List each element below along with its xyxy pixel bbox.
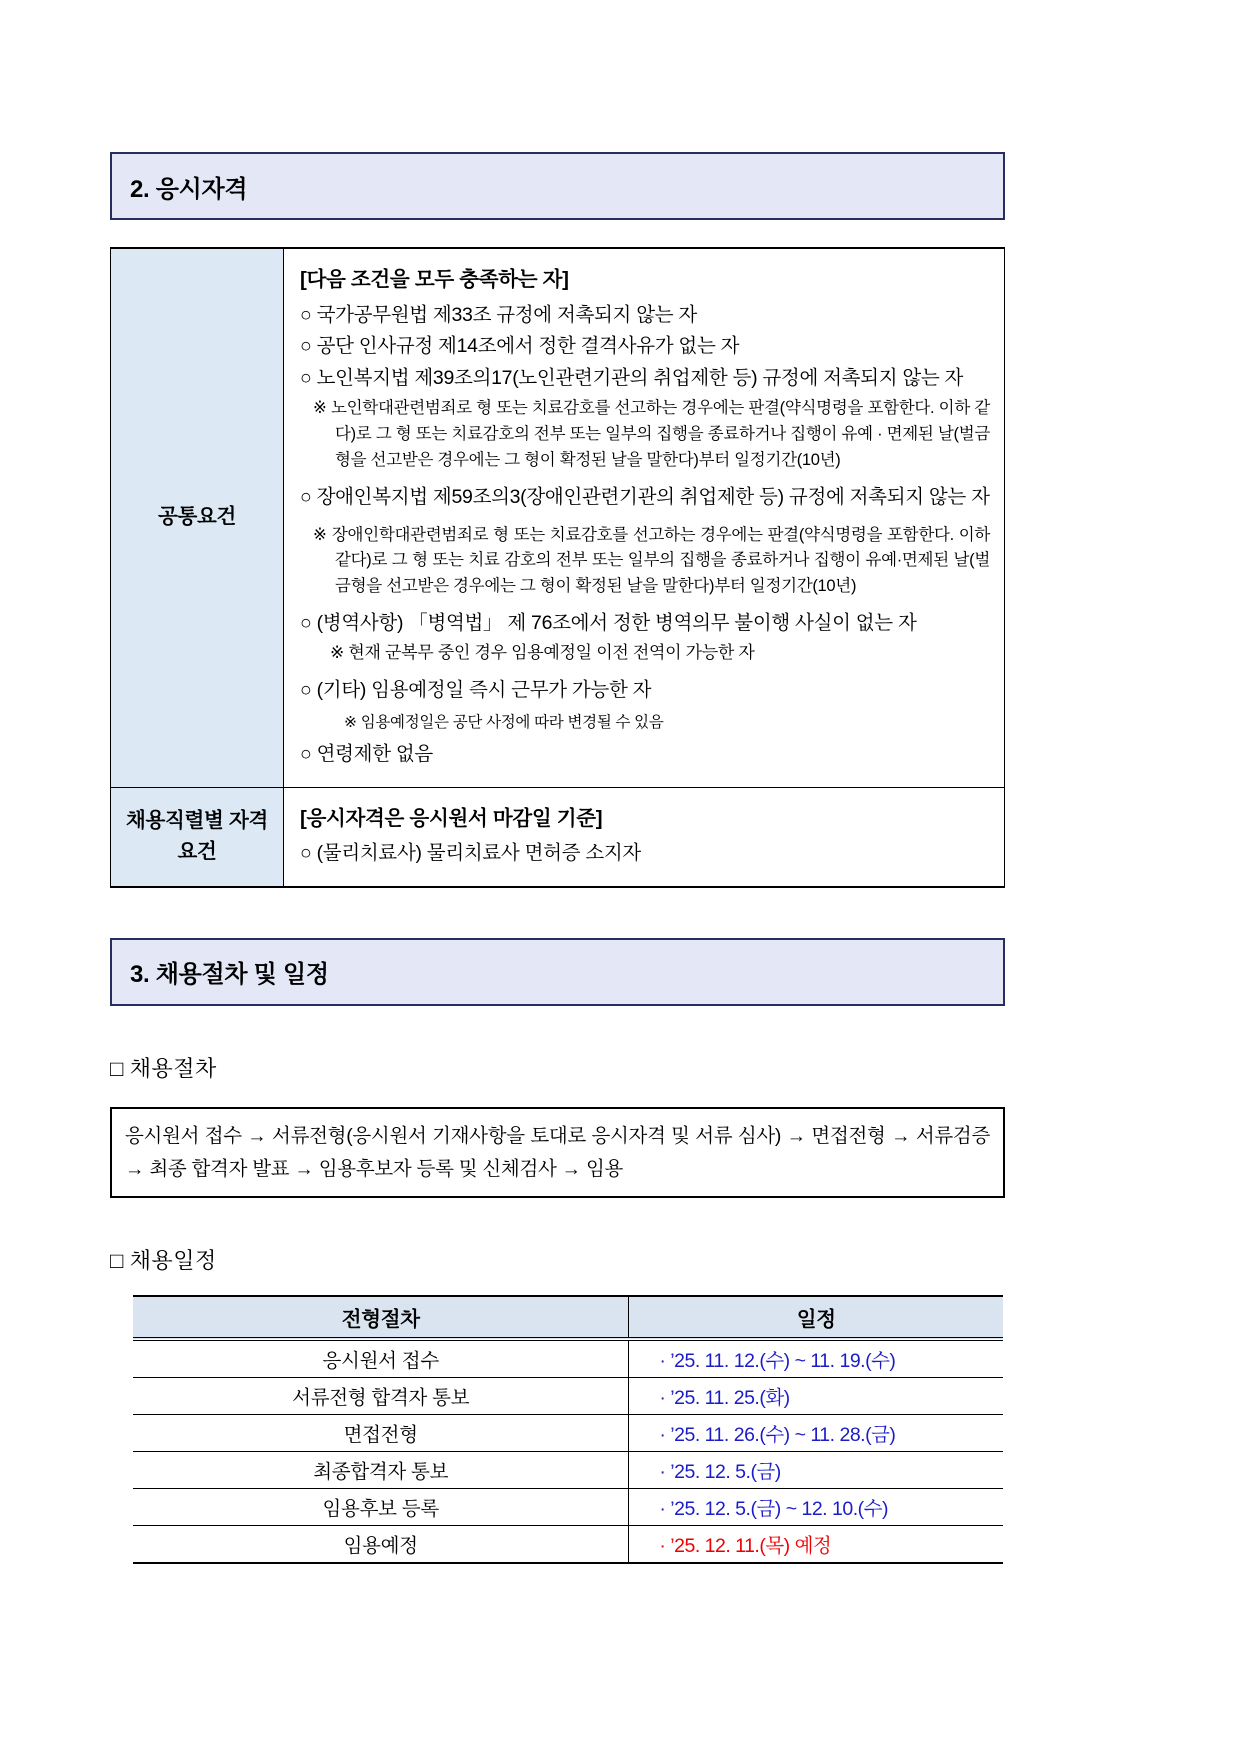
section-2-title: 2. 응시자격 xyxy=(130,175,248,203)
section-3-header xyxy=(110,938,1005,1006)
schedule-col-step: 전형절차 xyxy=(133,1296,629,1339)
schedule-step: 임용후보 등록 xyxy=(133,1489,629,1526)
schedule-row xyxy=(133,1489,1003,1526)
common-requirements-row xyxy=(111,248,1005,787)
schedule-date: · ’25. 12. 5.(금) xyxy=(629,1452,1003,1489)
schedule-header-row xyxy=(133,1296,1003,1339)
common-requirements-content xyxy=(284,248,1005,787)
schedule-date: · ’25. 11. 26.(수) ~ 11. 28.(금) xyxy=(629,1415,1003,1452)
schedule-step: 임용예정 xyxy=(133,1526,629,1564)
schedule-step: 면접전형 xyxy=(133,1415,629,1452)
schedule-row xyxy=(133,1378,1003,1415)
schedule-date: · ’25. 11. 12.(수) ~ 11. 19.(수) xyxy=(629,1339,1003,1378)
job-series-requirements-label: 채용직렬별 자격요건 xyxy=(111,787,284,887)
schedule-step: 최종합격자 통보 xyxy=(133,1452,629,1489)
schedule-date: · ’25. 11. 25.(화) xyxy=(629,1378,1003,1415)
procedure-heading: □ 채용절차 xyxy=(110,1055,217,1081)
section-3-title: 3. 채용절차 및 일정 xyxy=(130,961,329,989)
qual-heading: [다음 조건을 모두 충족하는 자] xyxy=(300,268,569,291)
qual-item: ○ (병역사항) 「병역법」 제 76조에서 정한 병역의무 불이행 사실이 없는 자 xyxy=(300,612,917,635)
schedule-date: · ’25. 12. 5.(금) ~ 12. 10.(수) xyxy=(629,1489,1003,1526)
schedule-heading: □ 채용일정 xyxy=(110,1248,217,1274)
schedule-row xyxy=(133,1452,1003,1489)
common-requirements-label: 공통요건 xyxy=(111,248,284,787)
qual-subnote: ※ 현재 군복무 중인 경우 임용예정일 이전 전역이 가능한 자 xyxy=(330,643,755,663)
qual-item: ○ 연령제한 없음 xyxy=(300,742,433,765)
qual-heading: [응시자격은 응시원서 마감일 기준] xyxy=(300,806,603,830)
qual-item: ○ 장애인복지법 제59조의3(장애인관련기관의 취업제한 등) 규정에 저촉되지 않는 자 xyxy=(300,486,990,509)
qual-note: ※ 장애인학대관련범죄로 형 또는 치료감호를 선고하는 경우에는 판결(약식명령을 포함한다. 이하 같다)로 그 형 또는 치료 감호의 전부 또는 일부의 집행을 종료하거나 집행이 유예·면제된 날(벌금형을 선고받은 경우에는 그 형이 확정된 날을 말한다)부터 일정기간(10년) xyxy=(313,525,990,595)
qual-item: ○ 공단 인사규정 제14조에서 정한 결격사유가 없는 자 xyxy=(300,335,740,358)
schedule-col-date: 일정 xyxy=(629,1296,1003,1339)
job-series-requirements-row xyxy=(111,787,1005,887)
schedule-step: 응시원서 접수 xyxy=(133,1339,629,1378)
qual-item: ○ (기타) 임용예정일 즉시 근무가 가능한 자 xyxy=(300,679,652,702)
document-content xyxy=(110,152,1005,1564)
qual-note: ※ 노인학대관련범죄로 형 또는 치료감호를 선고하는 경우에는 판결(약식명령을 포함한다. 이하 같다)로 그 형 또는 치료감호의 전부 또는 일부의 집행을 종료하거나 집행이 유예 · 면제된 날(벌금형을 선고받은 경우에는 그 형이 확정된 날을 말한다)부터 일정기간(10년) xyxy=(313,399,990,469)
section-2-header xyxy=(110,152,1005,220)
schedule-row xyxy=(133,1526,1003,1564)
procedure-flow-box: 응시원서 접수 → 서류전형(응시원서 기재사항을 토대로 응시자격 및 서류 심사) → 면접전형 → 서류검증 → 최종 합격자 발표 → 임용후보자 등록 및 신체검사 → 임용 xyxy=(110,1107,1005,1199)
schedule-step: 서류전형 합격자 통보 xyxy=(133,1378,629,1415)
schedule-table xyxy=(133,1295,1003,1564)
qual-subnote: ※ 임용예정일은 공단 사정에 따라 변경될 수 있음 xyxy=(344,713,664,731)
schedule-row xyxy=(133,1415,1003,1452)
schedule-date: · ’25. 12. 11.(목) 예정 xyxy=(629,1526,1003,1564)
qual-item: ○ (물리치료사) 물리치료사 면허증 소지자 xyxy=(300,842,641,865)
job-series-requirements-content xyxy=(284,787,1005,887)
qual-item: ○ 노인복지법 제39조의17(노인관련기관의 취업제한 등) 규정에 저촉되지 않는 자 xyxy=(300,366,964,389)
qualification-table xyxy=(110,247,1005,888)
schedule-row xyxy=(133,1339,1003,1378)
qual-item: ○ 국가공무원법 제33조 규정에 저촉되지 않는 자 xyxy=(300,303,697,326)
